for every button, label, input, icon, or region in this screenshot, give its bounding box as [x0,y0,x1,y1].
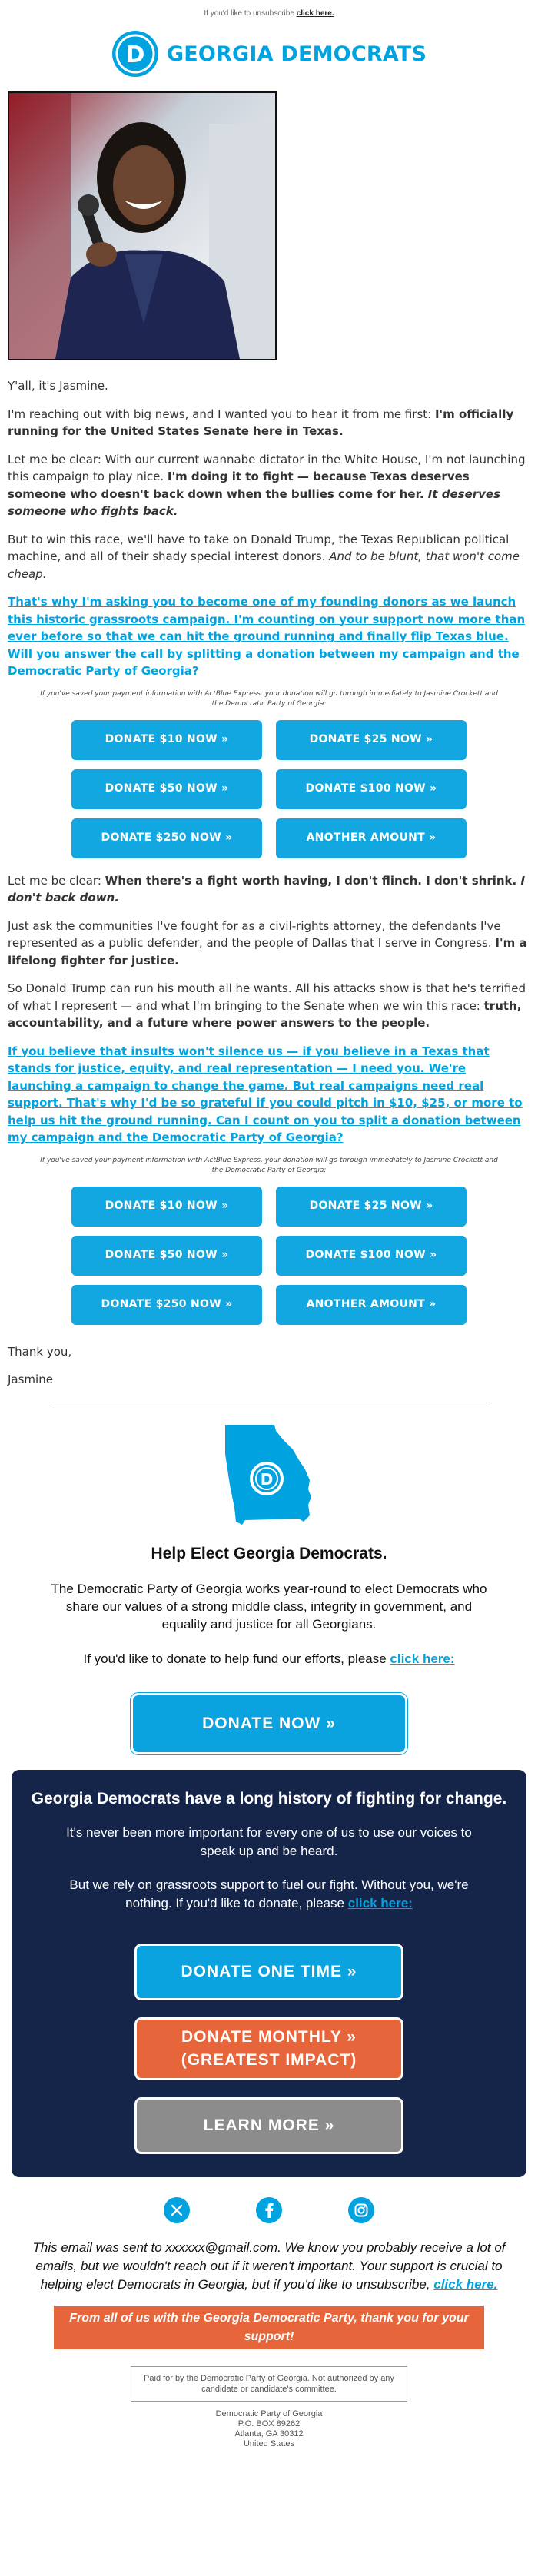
preheader-text: If you'd like to unsubscribe [204,9,294,18]
donate-buttons-1 [8,720,530,858]
actblue-note-2: If you've saved your payment information with ActBlue Express, your donation will go through immediately to Jasmine Crockett and the Democratic Party of Georgia: [40,1156,498,1174]
panel-title: Georgia Democrats have a long history of fighting for change. [31,1789,507,1808]
social-links [0,2177,538,2239]
panel-paragraph-2: But we rely on grassroots support to fuel our fight. Without you, we're nothing. If you'd like to donate, please click here: [69,1877,469,1910]
georgia-map-icon [219,1423,319,1531]
georgia-map [0,1423,538,1531]
help-ask: If you'd like to donate to help fund our efforts, please click here: [83,1651,455,1666]
donate-25-button[interactable]: DONATE $25 NOW » [276,720,467,760]
header-logo[interactable] [0,25,538,91]
signoff: Thank you, [8,1344,72,1359]
facebook-icon[interactable] [256,2197,282,2223]
greeting: Y'all, it's Jasmine. [8,379,108,393]
fighting-for-change-panel [12,1770,526,2177]
thank-you-banner: From all of us with the Georgia Democratic Party, thank you for your support! [54,2306,484,2349]
donate-50-button[interactable]: DONATE $50 NOW » [71,1236,262,1276]
donate-10-button[interactable]: DONATE $10 NOW » [71,1187,262,1227]
svg-text:D: D [260,1469,274,1489]
donate-10-button[interactable]: DONATE $10 NOW » [71,720,262,760]
instagram-icon[interactable] [348,2197,374,2223]
mailing-address: Democratic Party of Georgia P.O. BOX 89262 Atlanta, GA 30312 United States [215,2408,323,2448]
help-title: Help Elect Georgia Democrats. [151,1544,387,1562]
democrats-logo-icon [111,30,159,78]
actblue-note-1: If you've saved your payment information with ActBlue Express, your donation will go through immediately to Jasmine Crockett and the Democratic Party of Georgia: [40,689,498,708]
signature: Jasmine [8,1373,53,1386]
donate-25-button[interactable]: DONATE $25 NOW » [276,1187,467,1227]
paragraph-4: Let me be clear: When there's a fight worth having, I don't flinch. I don't shrink. I don't back down. [8,873,526,905]
help-click-here-link[interactable]: click here: [390,1651,455,1666]
paragraph-6: So Donald Trump can run his mouth all he wants. All his attacks show is that he's terrified of what I represent — and what I'm bringing to the Senate when we win this race: truth, accountability, and a future where power answers to the people. [8,981,526,1030]
preheader [0,0,538,25]
panel-click-here-link[interactable]: click here: [347,1895,413,1910]
another-amount-button[interactable]: ANOTHER AMOUNT » [276,1285,467,1325]
logo-text: GEORGIA DEMOCRATS [166,41,427,66]
donate-50-button[interactable]: DONATE $50 NOW » [71,769,262,809]
cta-link-2[interactable]: If you believe that insults won't silence us — if you believe in a Texas that stands for justice, equity, and real representation — I need you. We're launching a campaign to change the game. But real campaigns need real support. That's why I'd be so grateful if you could pitch in $10, $25, or more to help us hit the ground running. Can I count on you to split a donation between my campaign and the Democratic Party of Georgia? [8,1044,523,1144]
x-icon[interactable] [164,2197,190,2223]
donate-now-button[interactable]: DONATE NOW » [131,1693,407,1754]
paragraph-5: Just ask the communities I've fought for as a civil-rights attorney, the defendants I've represented as a public defender, and the people of Dallas that I serve in Congress. I'm a lifelong fighter for justice. [8,918,527,968]
learn-more-button[interactable]: LEARN MORE » [134,2097,404,2154]
cta-link-1[interactable]: That's why I'm asking you to become one of my founding donors as we launch this historic grassroots campaign. I'm counting on your support now more than ever before so that we can hit the ground running and finally flip Texas blue. Will you answer the call by splitting a donation between my campaign and the Democratic Party of Georgia? [8,595,526,678]
preheader-unsubscribe-link[interactable]: click here. [296,9,334,18]
donate-one-time-button[interactable]: DONATE ONE TIME » [134,1944,404,2000]
panel-paragraph-1: It's never been more important for every one of us to use our voices to speak up and be heard. [66,1824,472,1858]
letter-body [0,377,538,1389]
donate-buttons-2 [8,1187,530,1325]
donate-250-button[interactable]: DONATE $250 NOW » [71,1285,262,1325]
footer-copy: This email was sent to xxxxxx@gmail.com. We know you probably receive a lot of emails, but we wouldn't reach out if it weren't important. Your support is crucial to helping elect Democrats in Georgia, but if you'd like to unsubscribe, click here. [32,2239,506,2292]
donate-100-button[interactable]: DONATE $100 NOW » [276,769,467,809]
donate-monthly-button[interactable]: DONATE MONTHLY » (GREATEST IMPACT) [134,2017,404,2080]
paragraph-3: But to win this race, we'll have to take on Donald Trump, the Texas Republican political machine, and all of their shady special interest donors. And to be blunt, that won't come cheap. [8,532,520,581]
paragraph-1: I'm reaching out with big news, and I wanted you to hear it from me first: I'm officially running for the United States Senate here in Texas. [8,407,514,438]
donate-250-button[interactable]: DONATE $250 NOW » [71,818,262,858]
svg-text:D: D [125,41,145,68]
candidate-photo [8,91,277,360]
donate-100-button[interactable]: DONATE $100 NOW » [276,1236,467,1276]
help-body: The Democratic Party of Georgia works year-round to elect Democrats who share our values of a strong middle class, integrity in government, and equality and justice for all Georgians. [51,1581,487,1632]
another-amount-button[interactable]: ANOTHER AMOUNT » [276,818,467,858]
footer-unsubscribe-link[interactable]: click here. [433,2276,498,2292]
paid-for-disclaimer: Paid for by the Democratic Party of Georgia. Not authorized by any candidate or candidate's committee. [131,2366,407,2402]
paragraph-2: Let me be clear: With our current wannabe dictator in the White House, I'm not launching this campaign to play nice. I'm doing it to fight — because Texas deserves someone who doesn't back down when the bullies come for her. It deserves someone who fights back. [8,452,526,518]
